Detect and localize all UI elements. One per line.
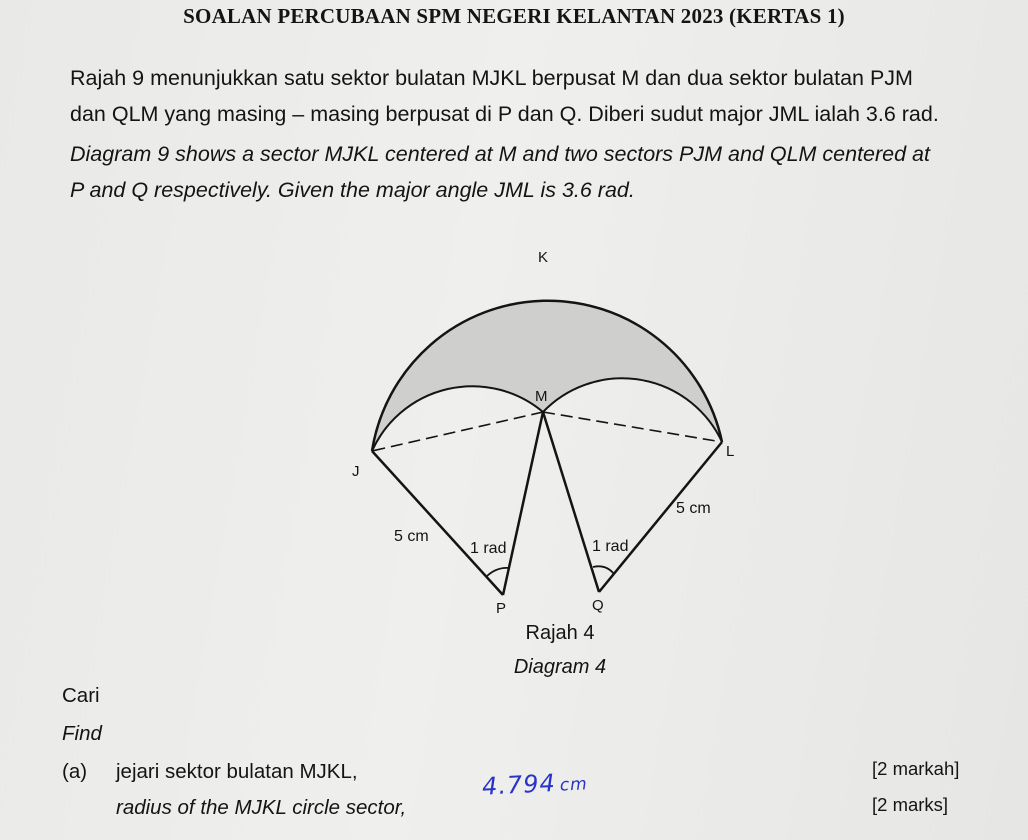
- part-a-label: (a): [62, 760, 88, 783]
- instruction-malay: Cari: [62, 684, 100, 707]
- part-a-english: radius of the MJKL circle sector,: [116, 796, 407, 819]
- angle-label-P: 1 rad: [470, 540, 507, 557]
- label-P: P: [496, 600, 507, 617]
- label-K: K: [538, 249, 549, 266]
- label-M: M: [535, 388, 548, 405]
- answer-unit: cm: [559, 774, 589, 796]
- length-label-right: 5 cm: [676, 500, 711, 517]
- marks-english: [2 marks]: [872, 794, 949, 815]
- intro-english-line: Diagram 9 shows a sector MJKL centered at M and two sectors PJM and QLM centered at: [70, 142, 930, 166]
- dashed-radius-ML: [543, 412, 722, 442]
- diagram-caption-malay: Rajah 4: [525, 622, 595, 644]
- angle-arc-Q: [593, 566, 614, 574]
- instruction-english: Find: [62, 722, 102, 745]
- line-JP: [372, 451, 503, 595]
- handwritten-answer: [481, 767, 588, 800]
- intro-malay-line: Rajah 9 menunjukkan satu sektor bulatan MJKL berpusat M dan dua sektor bulatan PJM: [70, 66, 913, 90]
- length-label-left: 5 cm: [394, 528, 429, 545]
- label-L: L: [726, 443, 735, 460]
- intro-english-line: P and Q respectively. Given the major angle JML is 3.6 rad.: [70, 178, 635, 202]
- angle-arc-P: [486, 568, 509, 577]
- angle-label-Q: 1 rad: [592, 538, 629, 555]
- exam-header: SOALAN PERCUBAAN SPM NEGERI KELANTAN 2023 (KERTAS 1): [183, 4, 845, 28]
- diagram-caption-english: Diagram 4: [513, 656, 607, 678]
- intro-malay-line: dan QLM yang masing – masing berpusat di P dan Q. Diberi sudut major JML ialah 3.6 rad.: [70, 102, 939, 126]
- label-Q: Q: [592, 597, 604, 614]
- label-J: J: [352, 463, 360, 480]
- marks-malay: [2 markah]: [872, 758, 960, 779]
- dashed-radius-MJ: [372, 412, 543, 451]
- part-a-malay: jejari sektor bulatan MJKL,: [116, 760, 358, 783]
- answer-value: 4.794: [481, 768, 557, 801]
- line-MQ: [543, 412, 599, 592]
- line-QL: [599, 442, 722, 592]
